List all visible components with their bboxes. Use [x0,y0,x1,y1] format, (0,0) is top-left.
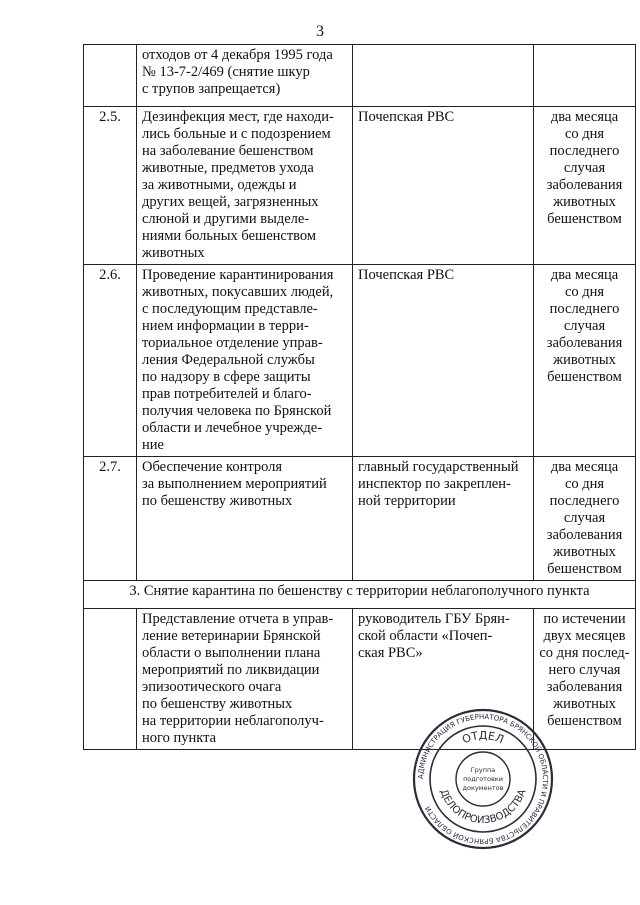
svg-text:документов: документов [462,784,504,792]
measures-table [83,44,636,750]
svg-text:ОТДЕЛ: ОТДЕЛ [460,728,506,747]
deadline: два месяца со дня последнего случая заболевания животных бешенством [534,457,636,581]
page-number: 3 [316,23,324,40]
section-3-title: 3. Снятие карантина по бешенству с территории неблагополучного пункта [84,581,636,609]
measure-description: отходов от 4 декабря 1995 года № 13-7-2/469 (снятие шкур с трупов запрещается) [137,45,353,107]
row-number [84,45,137,107]
table-row [84,107,636,265]
responsible-party [353,45,534,107]
svg-text:Группа: Группа [470,766,496,774]
row-number: 2.7. [84,457,137,581]
measure-description: Представление отчета в управ- ление ветеринарии Брянской области о выполнении плана мероприятий по ликвидации эпизоотического очага по бешенству животных на территории неблагополуч- ного пункта [137,609,353,750]
svg-text:подготовки: подготовки [463,775,503,783]
measure-description: Обеспечение контроля за выполнением мероприятий по бешенству животных [137,457,353,581]
table-row [84,45,636,107]
deadline: два месяца со дня последнего случая заболевания животных бешенством [534,107,636,265]
row-number: 2.6. [84,265,137,457]
stamp-seal-icon [411,707,555,851]
responsible-party: главный государственный инспектор по закреплен- ной территории [353,457,534,581]
section-heading-row [84,581,636,609]
row-number [84,609,137,750]
deadline: по истечении двух месяцев со дня послед- него случая заболевания животных бешенством [534,609,636,750]
office-stamp [411,707,555,851]
responsible-party: руководитель ГБУ Брян- ской области «Почеп- ская РВС» [353,609,534,750]
svg-text:ДЕЛОПРОИЗВОДСТВА: ДЕЛОПРОИЗВОДСТВА [437,787,529,827]
deadline [534,45,636,107]
responsible-party: Почепская РВС [353,265,534,457]
stamp-center-text [463,766,504,792]
deadline: два месяца со дня последнего случая заболевания животных бешенством [534,265,636,457]
svg-text:АДМИНИСТРАЦИЯ ГУБЕРНАТОРА БРЯН: АДМИНИСТРАЦИЯ ГУБЕРНАТОРА БРЯНСКОЙ ОБЛАСТИ И ПРАВИТЕЛЬСТВА БРЯНСКОЙ ОБЛАСТИ [416,712,550,846]
table-row [84,457,636,581]
measure-description: Дезинфекция мест, где находи- лись больные и с подозрением на заболевание бешенством животные, предметов ухода за животными, одежды и других вещей, загрязненных слюной и другими выделе- ниями больных бешенством животных [137,107,353,265]
row-number: 2.5. [84,107,137,265]
measure-description: Проведение карантинирования животных, покусавших людей, с последующим представле- нием информации в терри- ториальное отделение управ- ления Федеральной службы по надзору в сфере защиты прав потребителей и благо- получия человека по Брянской области и лечебное учрежде- ние [137,265,353,457]
responsible-party: Почепская РВС [353,107,534,265]
table-row [84,265,636,457]
